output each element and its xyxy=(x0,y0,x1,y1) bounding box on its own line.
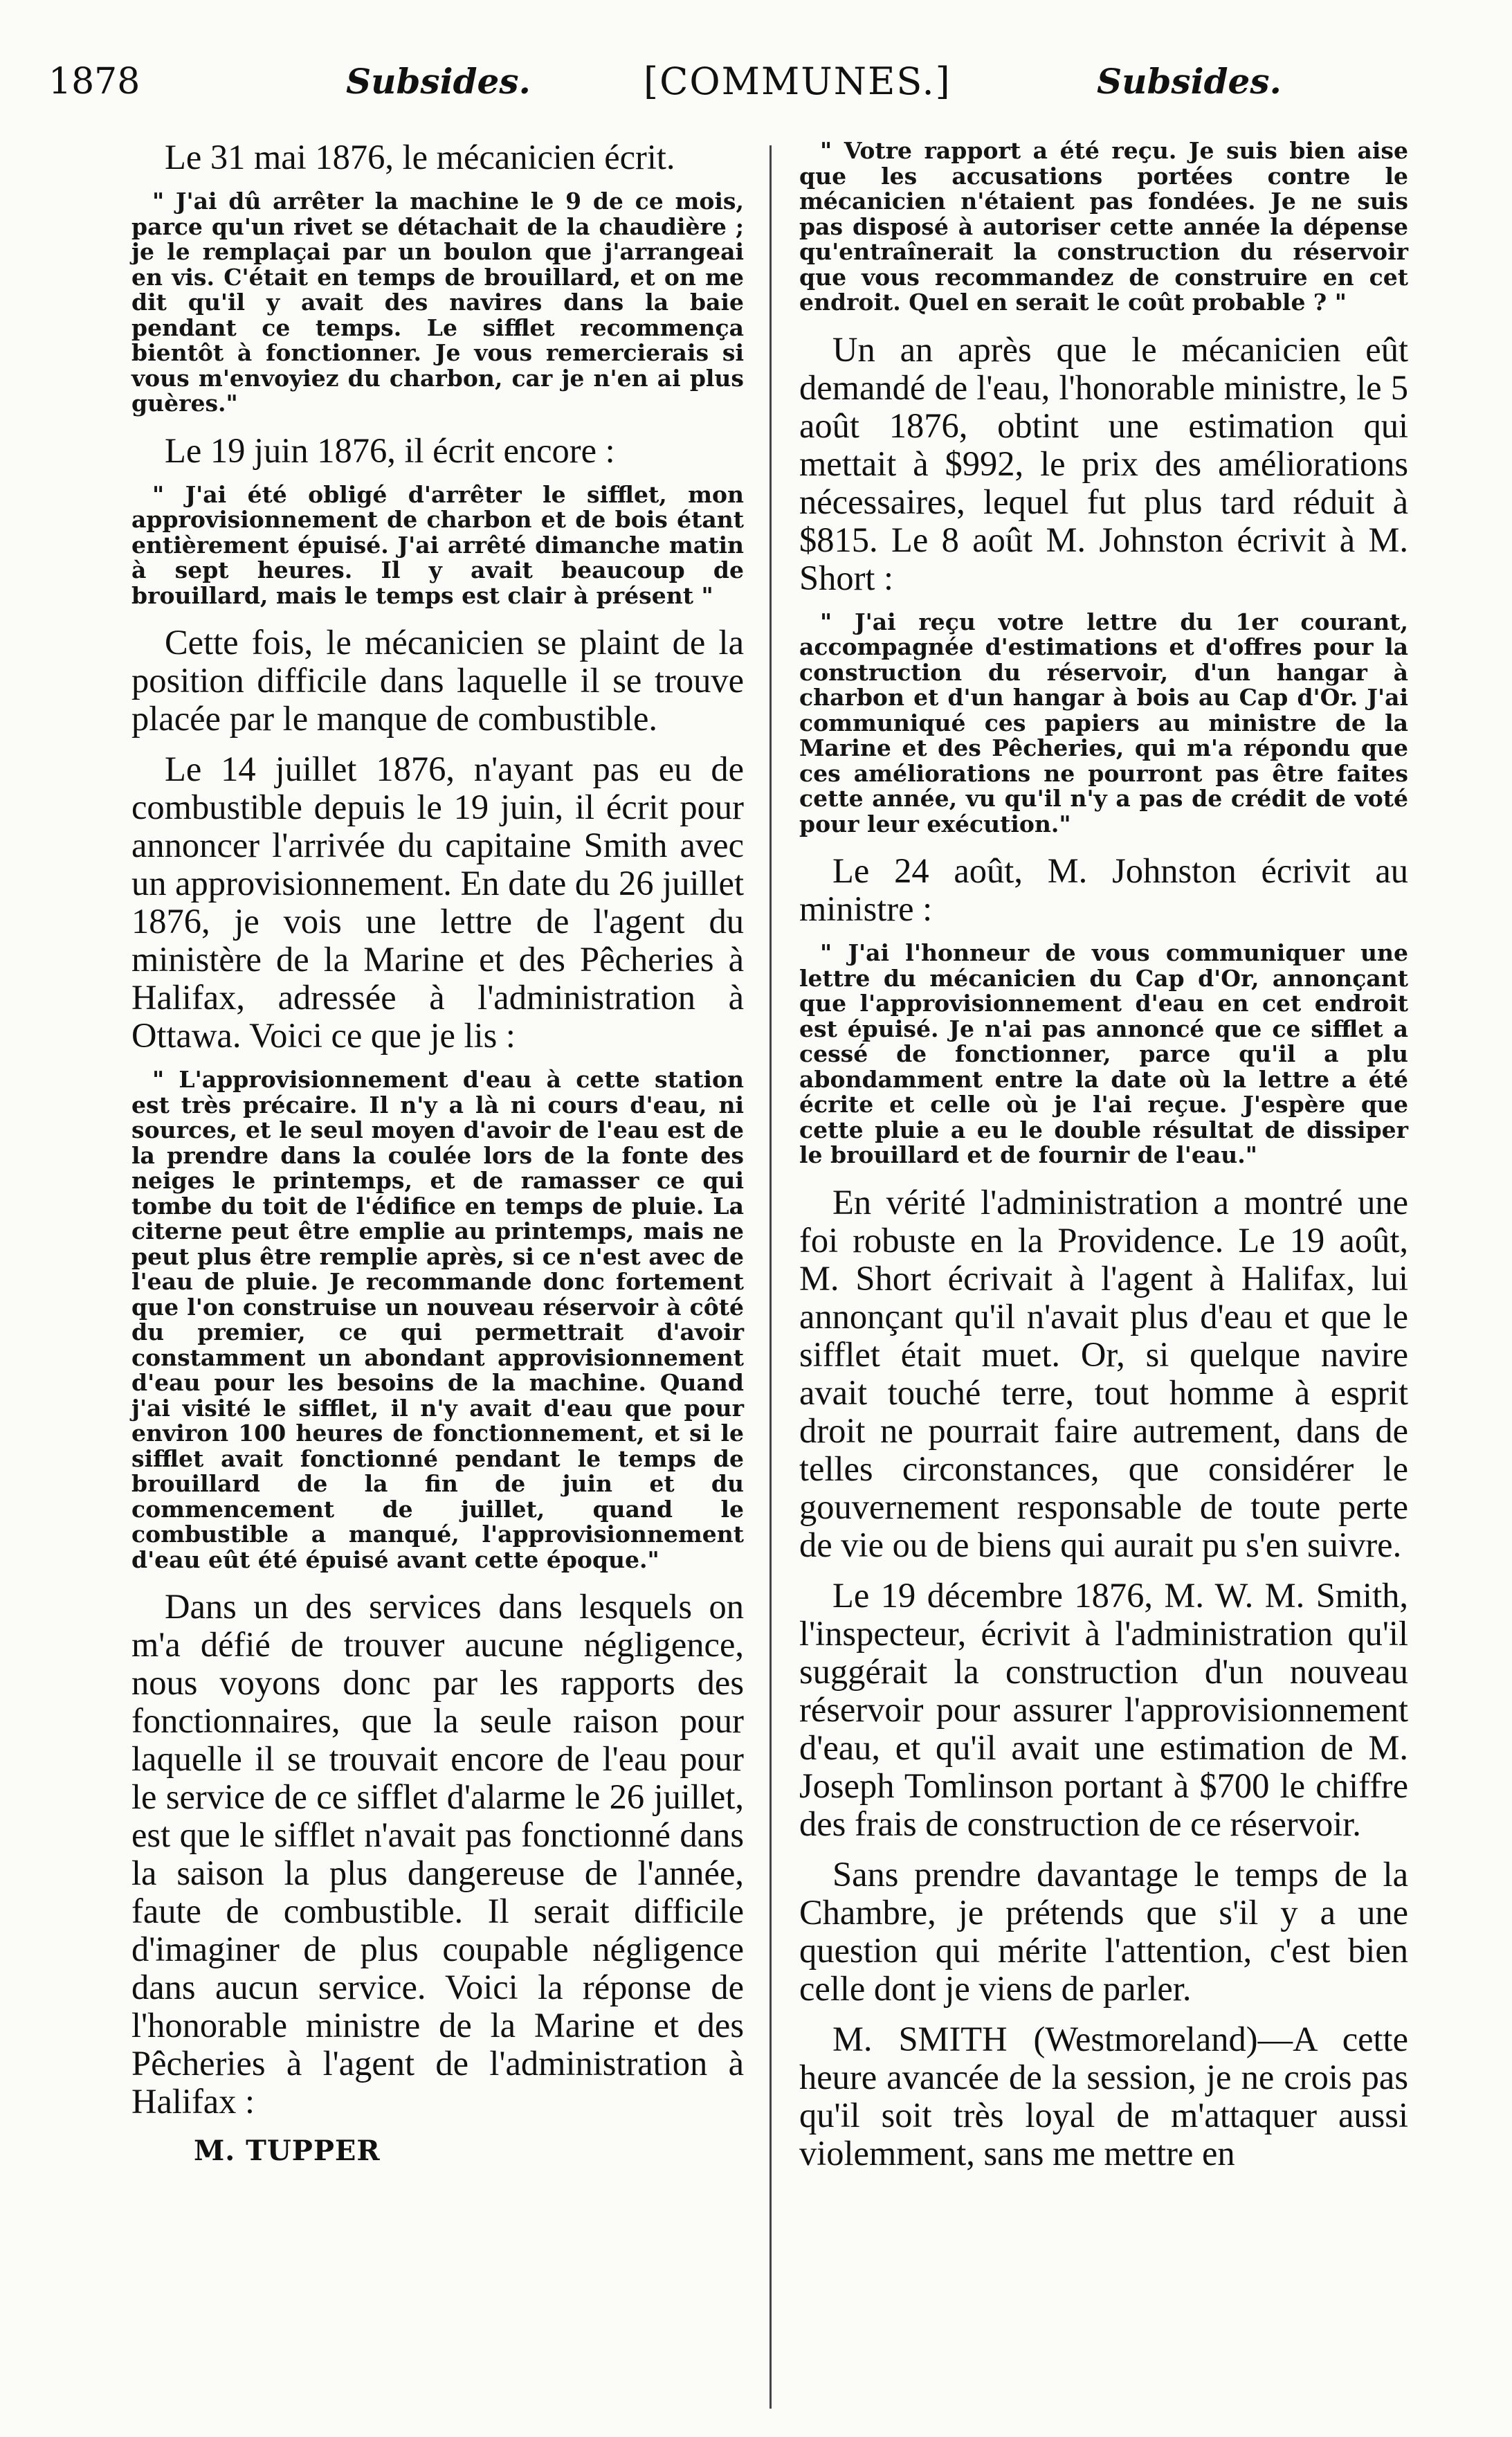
paragraph: Un an après que le mécanicien eût demandé de l'eau, l'honorable ministre, le 5 août 1876, obtint une estimation qui mettait à $992, le prix des améliorations nécessaires, lequel fut plus tard réduit à $815. Le 8 août M. Johnston écrivit à M. Short : xyxy=(799,329,1408,597)
quotation: " J'ai été obligé d'arrêter le sifflet, mon approvisionnement de charbon et de bois étant entièrement épuisé. J'ai arrêté dimanche matin à sept heures. Il y avait beaucoup de brouillard, mais le temps est clair à présent " xyxy=(131,480,744,609)
left-column xyxy=(131,138,744,2167)
paragraph: M. SMITH (Westmoreland)—A cette heure avancée de la session, je ne crois pas qu'il soit très loyal de m'attaquer aussi violemment, sans me mettre en xyxy=(799,2019,1408,2173)
column-divider xyxy=(769,145,772,2409)
paragraph: Le 14 juillet 1876, n'ayant pas eu de combustible depuis le 19 juin, il écrit pour annoncer l'arrivée du capitaine Smith avec un approvisionnement. En date du 26 juillet 1876, je vois une lettre de l'agent du ministère de la Marine et des Pêcheries à Halifax, adressée à l'administration à Ottawa. Voici ce que je lis : xyxy=(131,750,744,1055)
paragraph: Le 31 mai 1876, le mécanicien écrit. xyxy=(165,138,675,176)
right-column xyxy=(799,138,1408,2185)
paragraph: Le 24 août, M. Johnston écrivit au ministre : xyxy=(799,851,1408,928)
quotation: " J'ai dû arrêter la machine le 9 de ce mois, parce qu'un rivet se détachait de la chaudière ; je le remplaçai par un boulon que j'arrangeai en vis. C'était en temps de brouillard, et on me dit qu'il y avait des navires dans la baie pendant ce temps. Le sifflet recommença bientôt à fonctionner. Je vous remercierais si vous m'envoyiez du charbon, car je n'en ai plus guères." xyxy=(131,188,744,417)
paragraph: Le 19 juin 1876, il écrit encore : xyxy=(165,431,615,470)
paragraph: Cette fois, le mécanicien se plaint de la position difficile dans laquelle il se trouve placée par le manque de combustible. xyxy=(131,623,744,738)
page-header xyxy=(0,0,1512,125)
quotation: " L'approvisionnement d'eau à cette station est très précaire. Il n'y a là ni cours d'eau, ni sources, et le seul moyen d'avoir de l'eau est de la prendre dans la coulée lors de la fonte des neiges le printemps, et de ramasser ce qui tombe du toit de l'édifice en temps de pluie. La citerne peut être emplie au printemps, mais ne peut plus être remplie après, si ce n'est avec de l'eau de pluie. Je recommande donc fortement que l'on construise un nouveau réservoir à côté du premier, ce qui permettrait d'avoir constamment un abondant approvisionnement d'eau pour les besoins de la machine. Quand j'ai visité le sifflet, il n'y avait d'eau que pour environ 100 heures de fonctionnement, et si le sifflet avait fonctionné pendant le temps de brouillard de la fin de juin et du commencement de juillet, quand le combustible a manqué, l'approvisionnement d'eau eût été épuisé avant cette époque." xyxy=(131,1066,744,1573)
paragraph: Sans prendre davantage le temps de la Chambre, je prétends que s'il y a une question qui mérite l'attention, c'est bien celle dont je viens de parler. xyxy=(799,1854,1408,2008)
quotation: " J'ai l'honneur de vous communiquer une lettre du mécanicien du Cap d'Or, annonçant que l'approvisionnement d'eau en cet endroit est épuisé. Je n'ai pas annoncé que ce sifflet a cessé de fonctionner, parce qu'il a plu abondamment entre la date où la lettre a été écrite et celle où je l'ai reçue. J'espère que cette pluie a eu le double résultat de dissiper le brouillard et de fournir de l'eau." xyxy=(799,939,1408,1168)
paragraph: Le 19 décembre 1876, M. W. M. Smith, l'inspecteur, écrivit à l'administration qu'il suggérait la construction d'un nouveau réservoir pour assurer l'approvisionnement d'eau, et qu'il avait une estimation de M. Joseph Tomlinson portant à $700 le chiffre des frais de construction de ce réservoir. xyxy=(799,1575,1408,1843)
paragraph: En vérité l'administration a montré une foi robuste en la Providence. Le 19 août, M. Short écrivait à l'agent à Halifax, lui annonçant qu'il n'avait plus d'eau et que le sifflet était muet. Or, si quelque navire avait touché terre, tout homme à esprit droit ne pourrait faire autrement, dans de telles circonstances, que considérer le gouvernement responsable de toute perte de vie ou de biens qui aurait pu s'en suivre. xyxy=(799,1182,1408,1564)
paragraph: Dans un des services dans lesquels on m'a défié de trouver aucune négligence, nous voyons donc par les rapports des fonctionnaires, que la seule raison pour laquelle il se trouvait encore de l'eau pour le service de ce sifflet d'alarme le 26 juillet, est que le sifflet n'avait pas fonctionné dans la saison la plus dangereuse de l'année, faute de combustible. Il serait difficile d'imaginer de plus coupable négligence dans aucun service. Voici la réponse de l'honorable ministre de la Marine et des Pêcheries à l'agent de l'administration à Halifax : xyxy=(131,1587,744,2121)
speaker-signature: M. TUPPER xyxy=(194,2135,381,2167)
section-title-left: Subsides. xyxy=(346,61,531,102)
section-title-right: Subsides. xyxy=(1097,61,1282,102)
header-center: [COMMUNES.] xyxy=(644,60,951,103)
quotation: " Votre rapport a été reçu. Je suis bien aise que les accusations portées contre le mécanicien n'étaient pas fondées. Je ne suis pas disposé à autoriser cette année la dépense qu'entraînerait la construction du réservoir que vous recommandez de construire en cet endroit. Quel en serait le coût probable ? " xyxy=(799,137,1408,316)
quotation: " J'ai reçu votre lettre du 1er courant, accompagnée d'estimations et d'offres pour la construction du réservoir, d'un hangar à charbon et d'un hangar à bois au Cap d'Or. J'ai communiqué ces papiers au ministre de la Marine et des Pêcheries, qui m'a répondu que ces améliorations ne pourront pas être faites cette année, vu qu'il n'y a pas de crédit de voté pour leur exécution." xyxy=(799,608,1408,837)
page-number: 1878 xyxy=(48,61,140,102)
